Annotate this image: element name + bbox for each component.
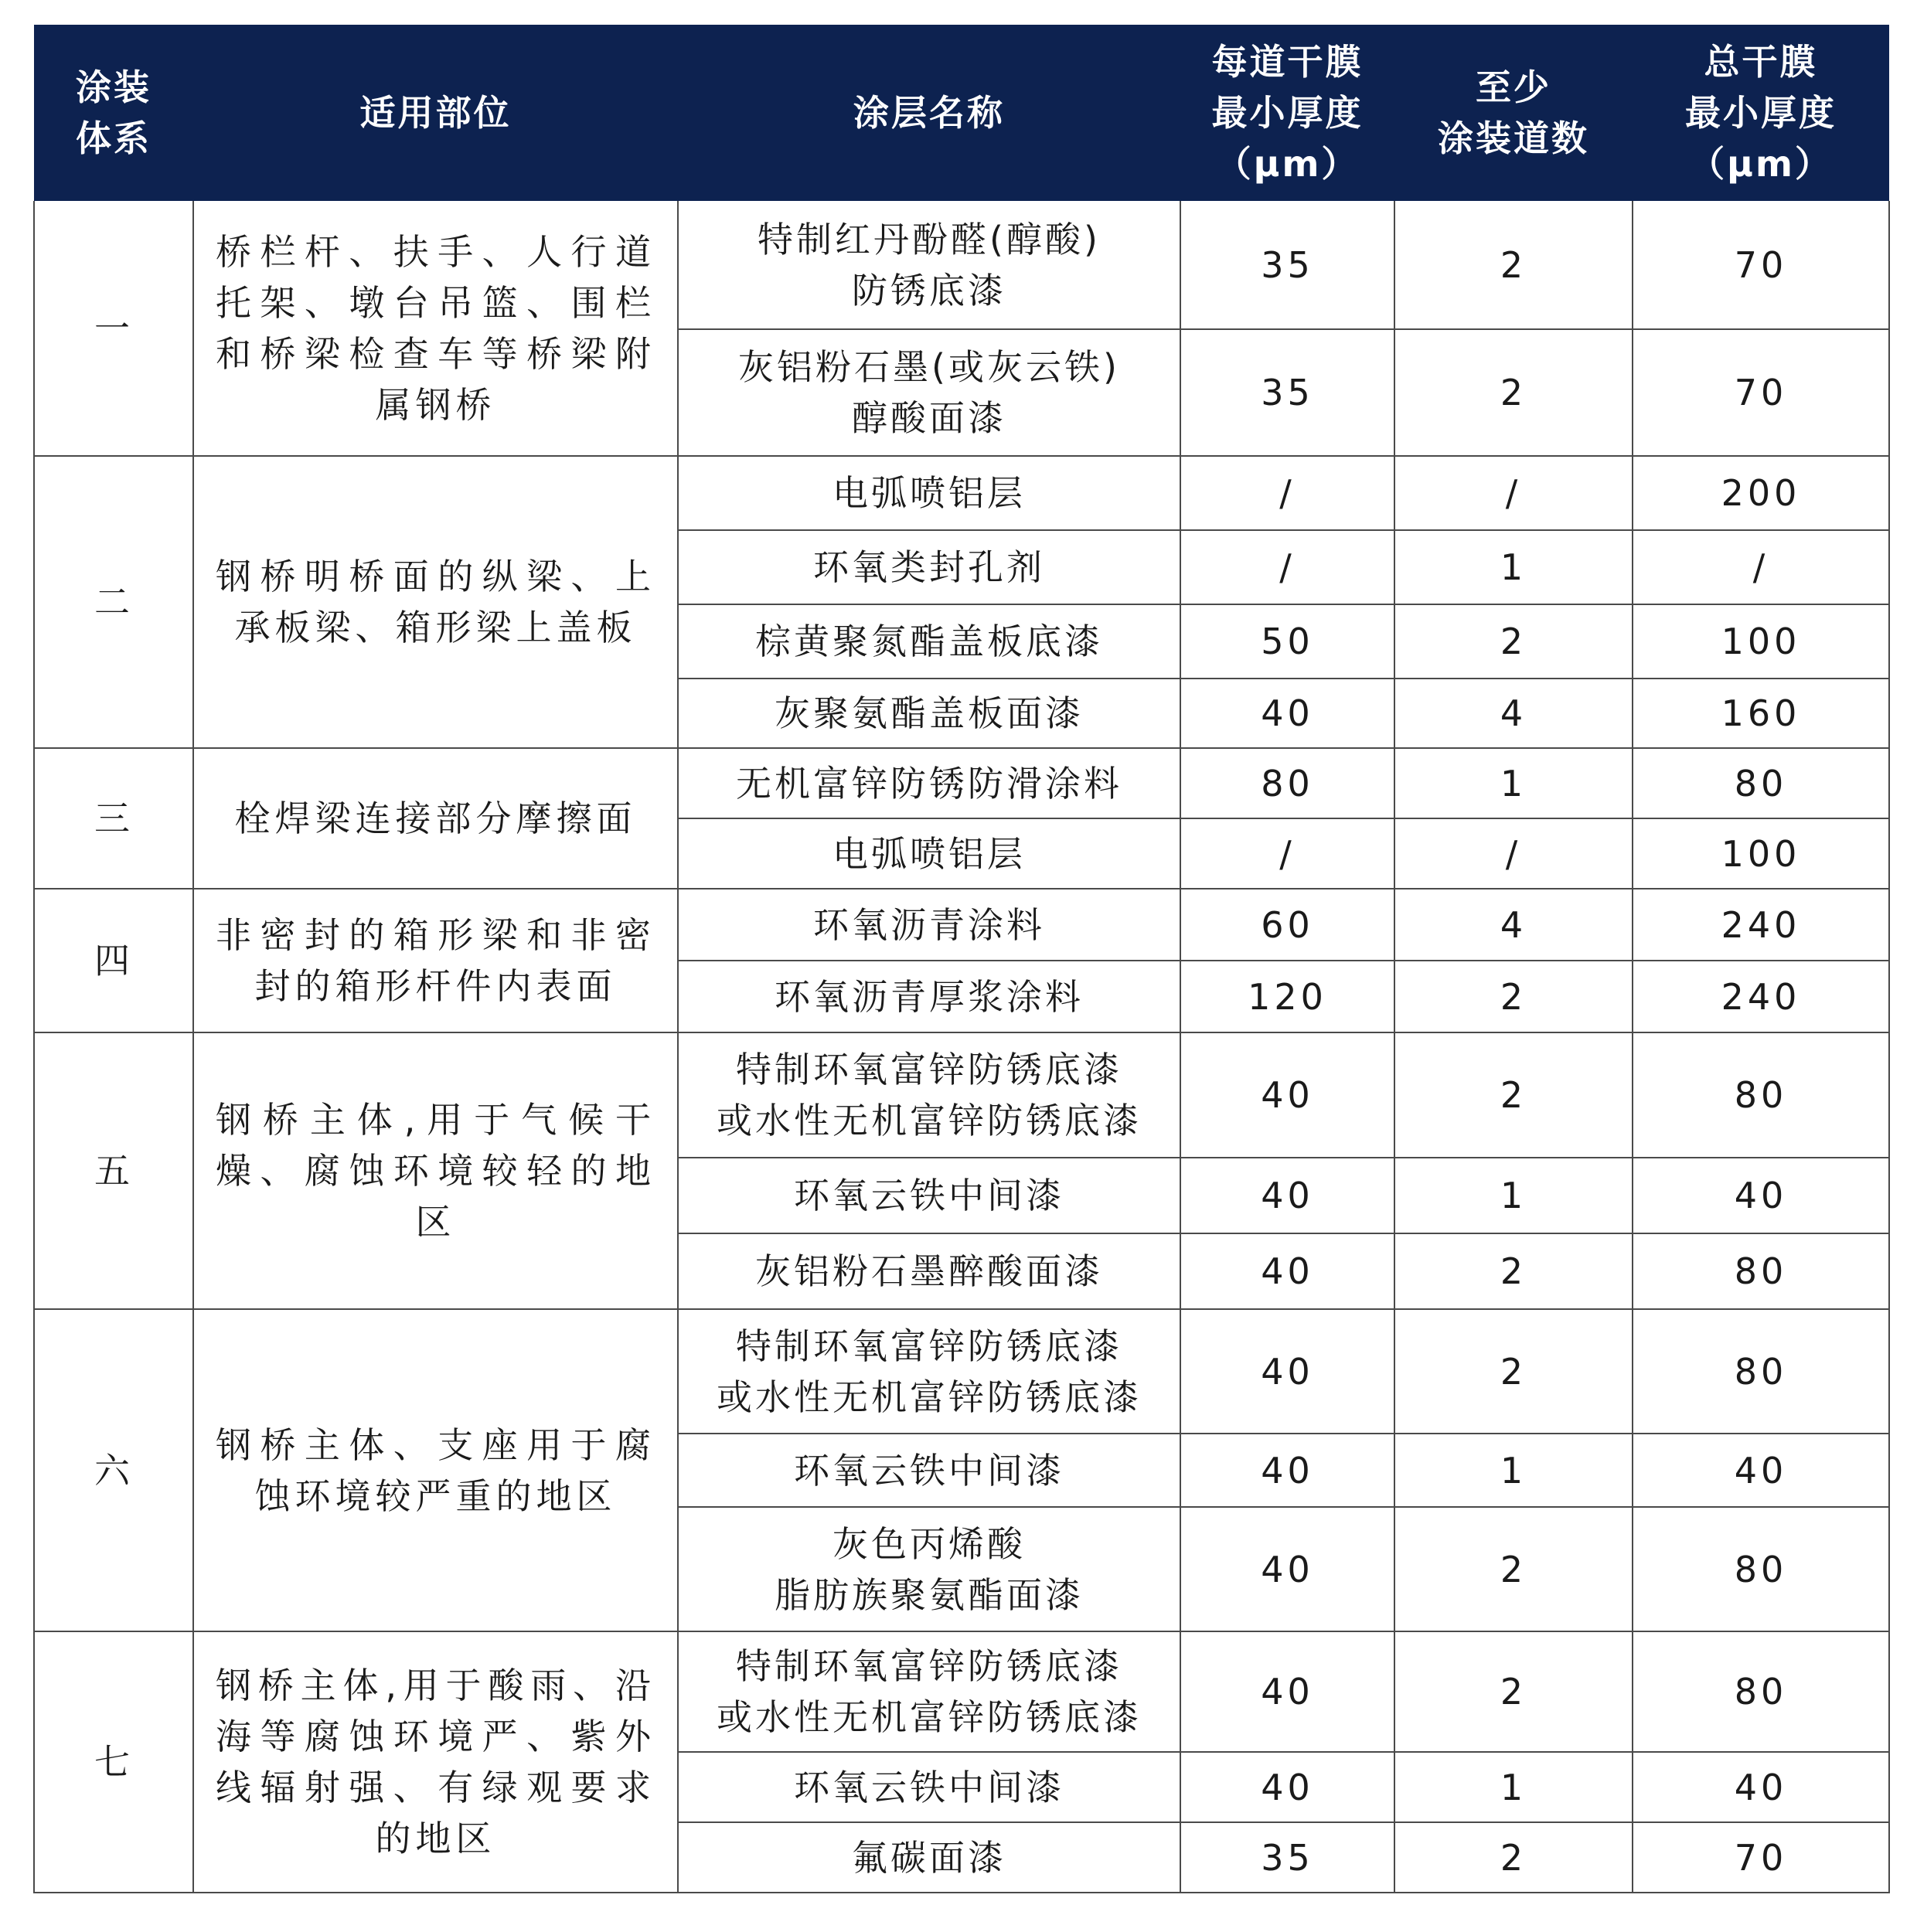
coating-cell: 特制红丹酚醛(醇酸) 防锈底漆 [678,201,1180,329]
total-cell: 100 [1633,818,1889,889]
coating-cell: 无机富锌防锈防滑涂料 [678,748,1180,818]
table-row [34,1631,1889,1752]
table-row [34,201,1889,329]
coats-cell: 1 [1394,1434,1633,1507]
per-coat-cell: / [1180,456,1394,530]
per-coat-cell: 40 [1180,1309,1394,1434]
coats-cell: 4 [1394,679,1633,748]
system-cell: 六 [34,1309,193,1631]
system-cell: 一 [34,201,193,456]
location-cell: 栓焊梁连接部分摩擦面 [193,748,678,889]
total-cell: 40 [1633,1752,1889,1822]
coating-cell: 环氧云铁中间漆 [678,1158,1180,1233]
system-cell: 三 [34,748,193,889]
coating-cell: 电弧喷铝层 [678,456,1180,530]
header-coating: 涂层名称 [678,25,1180,201]
coats-cell: 2 [1394,961,1633,1032]
table-row [34,748,1889,818]
per-coat-cell: / [1180,818,1394,889]
coating-cell: 环氧沥青涂料 [678,889,1180,961]
header-location: 适用部位 [193,25,678,201]
total-cell: 40 [1633,1434,1889,1507]
header-per-coat-thickness: 每道干膜 最小厚度 （μm） [1180,25,1394,201]
table-row [34,456,1889,530]
total-cell: 70 [1633,329,1889,456]
total-cell: 80 [1633,1233,1889,1309]
location-cell: 钢桥主体,用于气候干燥、腐蚀环境较轻的地区 [193,1032,678,1309]
coating-cell: 灰聚氨酯盖板面漆 [678,679,1180,748]
per-coat-cell: 35 [1180,329,1394,456]
coats-cell: 2 [1394,329,1633,456]
per-coat-cell: 35 [1180,201,1394,329]
system-cell: 七 [34,1631,193,1893]
total-cell: 80 [1633,1032,1889,1158]
table-row [34,1032,1889,1158]
coats-cell: 2 [1394,604,1633,679]
total-cell: 70 [1633,1822,1889,1893]
coating-cell: 氟碳面漆 [678,1822,1180,1893]
per-coat-cell: 60 [1180,889,1394,961]
per-coat-cell: 40 [1180,1158,1394,1233]
coating-cell: 电弧喷铝层 [678,818,1180,889]
total-cell: 200 [1633,456,1889,530]
location-cell: 桥栏杆、扶手、人行道托架、墩台吊篮、围栏和桥梁检查车等桥梁附属钢桥 [193,201,678,456]
coats-cell: 2 [1394,1822,1633,1893]
coats-cell: 2 [1394,1233,1633,1309]
per-coat-cell: 40 [1180,1752,1394,1822]
total-cell: 40 [1633,1158,1889,1233]
header-min-coats: 至少 涂装道数 [1394,25,1633,201]
per-coat-cell: 120 [1180,961,1394,1032]
total-cell: / [1633,530,1889,604]
coats-cell: 1 [1394,530,1633,604]
coats-cell: 2 [1394,1309,1633,1434]
table-header-row [34,25,1889,201]
header-system: 涂装 体系 [34,25,193,201]
coating-cell: 环氧云铁中间漆 [678,1434,1180,1507]
per-coat-cell: 40 [1180,679,1394,748]
coats-cell: 4 [1394,889,1633,961]
total-cell: 240 [1633,961,1889,1032]
total-cell: 100 [1633,604,1889,679]
coats-cell: 2 [1394,1631,1633,1752]
coating-cell: 棕黄聚氮酯盖板底漆 [678,604,1180,679]
coats-cell: / [1394,456,1633,530]
total-cell: 80 [1633,1631,1889,1752]
location-cell: 钢桥主体,用于酸雨、沿海等腐蚀环境严、紫外线辐射强、有绿观要求的地区 [193,1631,678,1893]
coats-cell: 1 [1394,748,1633,818]
per-coat-cell: 40 [1180,1233,1394,1309]
per-coat-cell: 40 [1180,1507,1394,1631]
per-coat-cell: 35 [1180,1822,1394,1893]
total-cell: 160 [1633,679,1889,748]
per-coat-cell: 40 [1180,1032,1394,1158]
coating-cell: 特制环氧富锌防锈底漆 或水性无机富锌防锈底漆 [678,1309,1180,1434]
total-cell: 240 [1633,889,1889,961]
coats-cell: 2 [1394,201,1633,329]
coats-cell: 1 [1394,1752,1633,1822]
coating-cell: 灰铝粉石墨醉酸面漆 [678,1233,1180,1309]
per-coat-cell: 40 [1180,1434,1394,1507]
total-cell: 80 [1633,1507,1889,1631]
location-cell: 钢桥主体、支座用于腐蚀环境较严重的地区 [193,1309,678,1631]
coating-cell: 灰色丙烯酸 脂肪族聚氨酯面漆 [678,1507,1180,1631]
header-total-thickness: 总干膜 最小厚度 （μm） [1633,25,1889,201]
location-cell: 非密封的箱形梁和非密封的箱形杆件内表面 [193,889,678,1032]
table-row [34,889,1889,961]
coating-cell: 环氧云铁中间漆 [678,1752,1180,1822]
coating-cell: 环氧类封孔剂 [678,530,1180,604]
total-cell: 80 [1633,1309,1889,1434]
coating-cell: 特制环氧富锌防锈底漆 或水性无机富锌防锈底漆 [678,1631,1180,1752]
per-coat-cell: / [1180,530,1394,604]
total-cell: 80 [1633,748,1889,818]
system-cell: 四 [34,889,193,1032]
coats-cell: 2 [1394,1507,1633,1631]
per-coat-cell: 40 [1180,1631,1394,1752]
system-cell: 五 [34,1032,193,1309]
system-cell: 二 [34,456,193,748]
table-row [34,1309,1889,1434]
per-coat-cell: 50 [1180,604,1394,679]
coating-system-table [33,25,1890,1893]
coating-cell: 环氧沥青厚浆涂料 [678,961,1180,1032]
coating-cell: 灰铝粉石墨(或灰云铁) 醇酸面漆 [678,329,1180,456]
coats-cell: 1 [1394,1158,1633,1233]
coats-cell: / [1394,818,1633,889]
coating-cell: 特制环氧富锌防锈底漆 或水性无机富锌防锈底漆 [678,1032,1180,1158]
coats-cell: 2 [1394,1032,1633,1158]
per-coat-cell: 80 [1180,748,1394,818]
location-cell: 钢桥明桥面的纵梁、上承板梁、箱形梁上盖板 [193,456,678,748]
total-cell: 70 [1633,201,1889,329]
